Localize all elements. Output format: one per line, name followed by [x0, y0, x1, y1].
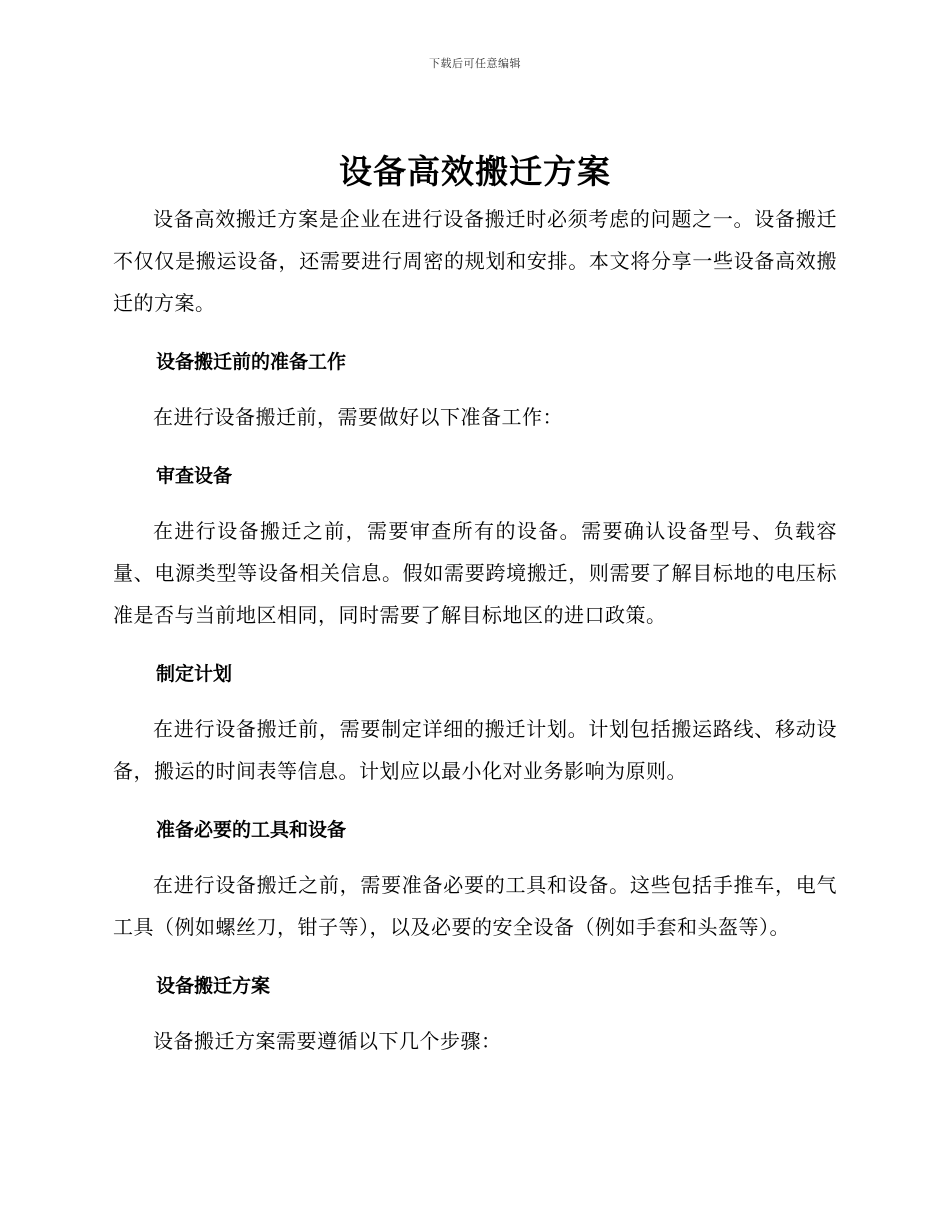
section-heading-make-plan: 制定计划: [156, 663, 233, 685]
section-heading-relocation-plan: 设备搬迁方案: [156, 975, 271, 997]
section-text-review-equipment: 在进行设备搬迁之前，需要审查所有的设备。需要确认设备型号、负载容量、电源类型等设备相关信息。假如需要跨境搬迁，则需要了解目标地的电压标准是否与当前地区相同，同时需要了解目标地区的进口政策。: [113, 519, 837, 627]
section-text-preparation: 在进行设备搬迁前，需要做好以下准备工作：: [153, 405, 563, 429]
section-heading-preparation: 设备搬迁前的准备工作: [156, 351, 347, 373]
document-body: [113, 150, 837, 1062]
section-heading-review-equipment: 审查设备: [156, 465, 233, 487]
section-text-relocation-plan: 设备搬迁方案需要遵循以下几个步骤：: [153, 1029, 502, 1053]
section-text-prepare-tools: 在进行设备搬迁之前，需要准备必要的工具和设备。这些包括手推车，电气工具（例如螺丝刀，钳子等），以及必要的安全设备（例如手套和头盔等）。: [113, 873, 837, 939]
intro-paragraph: 设备高效搬迁方案是企业在进行设备搬迁时必须考虑的问题之一。设备搬迁不仅仅是搬运设备，还需要进行周密的规划和安排。本文将分享一些设备高效搬迁的方案。: [113, 207, 837, 315]
document-title: 设备高效搬迁方案: [339, 152, 611, 191]
section-heading-prepare-tools: 准备必要的工具和设备: [156, 819, 347, 841]
header-note: 下载后可任意编辑: [429, 57, 521, 70]
section-text-make-plan: 在进行设备搬迁前，需要制定详细的搬迁计划。计划包括搬运路线、移动设备，搬运的时间表等信息。计划应以最小化对业务影响为原则。: [113, 717, 837, 783]
